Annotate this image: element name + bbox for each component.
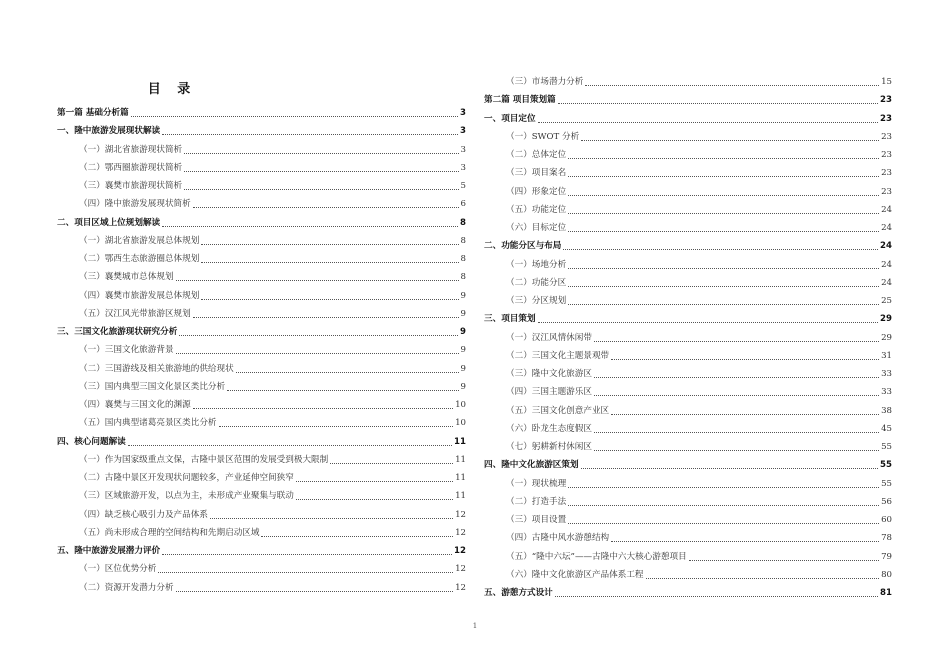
toc-entry-page: 24 [880, 241, 892, 252]
toc-subsection-entry[interactable] [484, 362, 892, 380]
toc-entry-page: 56 [881, 496, 892, 507]
toc-entry-title: （三）区域旅游开发，以点为主，未形成产业聚集与联动 [79, 491, 294, 502]
toc-entry-title: （一）作为国家级重点文保，古隆中景区范围的发展受到极大限制 [79, 454, 329, 465]
toc-entry-page: 23 [880, 95, 892, 106]
toc-subsection-entry[interactable] [57, 229, 466, 247]
dot-leader [184, 171, 458, 172]
toc-subsection-entry[interactable] [57, 503, 466, 521]
toc-entry-title: 第二篇 项目策划篇 [484, 95, 556, 106]
dot-leader [558, 103, 878, 104]
toc-entry-page: 81 [880, 588, 892, 598]
toc-entry-page: 29 [881, 332, 892, 343]
toc-entry-page: 55 [881, 442, 892, 452]
toc-entry-title: 二、功能分区与布局 [484, 241, 562, 252]
toc-entry-title: （二）鄂西生态旅游圈总体规划 [79, 254, 200, 264]
toc-entry-title: （六）目标定位 [506, 223, 567, 233]
toc-subsection-entry[interactable] [484, 490, 892, 508]
toc-section-entry[interactable] [484, 453, 892, 471]
toc-entry-title: （二）功能分区 [506, 277, 567, 288]
toc-entry-page: 33 [881, 387, 892, 398]
dot-leader [131, 116, 458, 117]
dot-leader [201, 299, 458, 300]
toc-subsection-entry[interactable] [57, 247, 466, 265]
toc-entry-title: 三、项目策划 [484, 314, 536, 325]
toc-entry-title: 五、游憩方式设计 [484, 588, 553, 598]
dot-leader [162, 226, 458, 227]
dot-leader [193, 408, 453, 409]
toc-subsection-entry[interactable] [484, 253, 892, 271]
toc-entry-page: 11 [454, 436, 466, 447]
dot-leader [162, 554, 452, 555]
toc-subsection-entry[interactable] [57, 138, 466, 156]
toc-entry-title: 三、三国文化旅游现状研究分析 [57, 327, 178, 337]
dot-leader [219, 426, 454, 427]
toc-entry-title: 二、项目区域上位规划解读 [57, 217, 161, 228]
toc-section-entry[interactable] [57, 119, 466, 137]
dot-leader [179, 335, 458, 336]
toc-subsection-entry[interactable] [484, 563, 892, 581]
toc-subsection-entry[interactable] [57, 576, 466, 594]
toc-entry-title: （五）汉江风光带旅游区规划 [79, 308, 191, 319]
toc-entry-title: 一、项目定位 [484, 113, 536, 124]
toc-entry-page: 23 [881, 186, 892, 197]
dot-leader [611, 541, 879, 542]
dot-leader [594, 395, 879, 396]
toc-title: 目 录 [147, 82, 197, 97]
toc-entry-title: （二）三国文化主题景观带 [506, 350, 610, 361]
toc-entry-title: 第一篇 基础分析篇 [57, 108, 129, 118]
toc-section-entry[interactable] [57, 320, 466, 338]
toc-subsection-entry[interactable] [484, 326, 892, 344]
toc-entry-page: 23 [881, 150, 892, 160]
toc-entry-title: （四）形象定位 [506, 186, 567, 197]
toc-subsection-entry[interactable] [484, 417, 892, 435]
toc-entry-page: 24 [881, 204, 892, 215]
toc-entry-page: 25 [881, 296, 892, 306]
dot-leader [184, 153, 458, 154]
dot-leader [201, 244, 458, 245]
dot-leader [201, 262, 458, 263]
toc-entry-page: 24 [881, 277, 892, 288]
toc-subsection-entry[interactable] [484, 472, 892, 490]
dot-leader [176, 353, 459, 354]
toc-subsection-entry[interactable] [484, 435, 892, 453]
toc-subsection-entry[interactable] [484, 271, 892, 289]
toc-entry-title: （五）功能定位 [506, 204, 567, 215]
toc-entry-page: 9 [460, 308, 466, 319]
toc-subsection-entry[interactable] [484, 198, 892, 216]
dot-leader [568, 158, 879, 159]
dot-leader [193, 317, 459, 318]
toc-entry-page: 79 [881, 551, 892, 562]
toc-subsection-entry[interactable] [57, 302, 466, 320]
toc-entry-page: 11 [455, 454, 466, 465]
toc-entry-page: 78 [881, 533, 892, 544]
toc-subsection-entry[interactable] [484, 380, 892, 398]
dot-leader [330, 463, 453, 464]
dot-leader [581, 468, 878, 469]
toc-entry-title: （四）隆中旅游发展现状简析 [79, 199, 191, 210]
dot-leader [176, 591, 454, 592]
toc-entry-title: （五）三国文化创意产业区 [506, 405, 610, 416]
toc-entry-title: （四）三国主题游乐区 [506, 387, 592, 398]
toc-entry-title: （二）资源开发潜力分析 [79, 582, 174, 593]
toc-section-entry[interactable] [484, 307, 892, 325]
dot-leader [568, 487, 879, 488]
toc-section-entry[interactable] [484, 107, 892, 125]
dot-leader [227, 390, 458, 391]
toc-entry-title: （四）古隆中风水游憩结构 [506, 533, 610, 544]
toc-subsection-entry[interactable] [57, 375, 466, 393]
toc-entry-title: （三）分区规划 [506, 296, 567, 306]
toc-entry-title: （三）隆中文化旅游区 [506, 369, 592, 379]
toc-entry-page: 60 [881, 515, 892, 525]
dot-leader [646, 578, 880, 579]
toc-entry-page: 31 [881, 350, 892, 361]
dot-leader [538, 322, 878, 323]
dot-leader [128, 445, 452, 446]
toc-section-entry[interactable] [57, 430, 466, 448]
toc-entry-page: 8 [460, 235, 466, 246]
dot-leader [568, 286, 879, 287]
toc-section-entry[interactable] [57, 539, 466, 557]
toc-subsection-entry[interactable] [57, 557, 466, 575]
toc-subsection-entry[interactable] [57, 466, 466, 484]
toc-entry-title: 四、核心问题解读 [57, 436, 126, 447]
toc-section-entry[interactable] [484, 234, 892, 252]
dot-leader [555, 596, 878, 597]
toc-entry-title: （一）区位优势分析 [79, 564, 157, 575]
toc-entry-title: （二）鄂西圈旅游现状简析 [79, 162, 183, 173]
toc-entry-page: 3 [460, 144, 466, 155]
toc-entry-page: 29 [880, 314, 892, 325]
toc-entry-title: （四）襄樊与三国文化的渊源 [79, 400, 191, 410]
dot-leader [568, 523, 879, 524]
toc-entry-title: （三）项目案名 [506, 168, 567, 179]
dot-leader [193, 207, 459, 208]
toc-subsection-entry[interactable] [57, 484, 466, 502]
toc-entry-title: （六）卧龙生态度假区 [506, 423, 592, 434]
toc-entry-title: （二）打造手法 [506, 496, 567, 507]
toc-entry-page: 3 [460, 162, 466, 173]
toc-entry-title: （五）“隆中六坛”——古隆中六大核心游憩项目 [506, 551, 687, 562]
toc-subsection-entry[interactable] [57, 338, 466, 356]
toc-entry-page: 33 [881, 369, 892, 379]
dot-leader [594, 450, 879, 451]
toc-subsection-entry[interactable] [484, 70, 892, 88]
toc-subsection-entry[interactable] [484, 508, 892, 526]
dot-leader [568, 304, 879, 305]
toc-entry-page: 45 [881, 423, 892, 434]
toc-entry-page: 9 [460, 363, 466, 374]
toc-subsection-entry[interactable] [484, 143, 892, 161]
toc-entry-page: 12 [455, 564, 466, 575]
dot-leader [296, 481, 453, 482]
dot-leader [689, 560, 879, 561]
toc-section-entry[interactable] [57, 211, 466, 229]
toc-entry-page: 12 [455, 527, 466, 538]
dot-leader [210, 518, 453, 519]
toc-entry-page: 55 [880, 460, 892, 471]
dot-leader [611, 414, 879, 415]
toc-entry-page: 23 [881, 168, 892, 179]
dot-leader [538, 122, 878, 123]
toc-entry-title: （三）襄樊市旅游现状简析 [79, 181, 183, 191]
toc-entry-page: 24 [881, 223, 892, 233]
toc-entry-page: 11 [455, 473, 466, 483]
toc-entry-page: 15 [881, 77, 892, 87]
toc-entry-page: 23 [880, 113, 892, 124]
toc-subsection-entry[interactable] [484, 545, 892, 563]
dot-leader [568, 195, 879, 196]
toc-entry-page: 55 [881, 478, 892, 489]
dot-leader [594, 377, 879, 378]
toc-entry-title: （二）三国游线及相关旅游地的供给现状 [79, 363, 234, 374]
toc-subsection-entry[interactable] [57, 448, 466, 466]
dot-leader [162, 134, 458, 135]
toc-subsection-entry[interactable] [484, 399, 892, 417]
toc-entry-title: （一）现状梳理 [506, 478, 567, 489]
dot-leader [176, 280, 459, 281]
dot-leader [261, 536, 453, 537]
toc-entry-title: （一）三国文化旅游背景 [79, 345, 174, 356]
toc-entry-page: 80 [881, 569, 892, 580]
toc-subsection-entry[interactable] [57, 284, 466, 302]
toc-entry-title: （一）汉江风情休闲带 [506, 332, 592, 343]
toc-entry-title: （七）躬耕新村休闲区 [506, 442, 592, 452]
toc-subsection-entry[interactable] [484, 161, 892, 179]
dot-leader [563, 249, 878, 250]
dot-leader [184, 189, 458, 190]
toc-entry-title: （三）国内典型三国文化景区类比分析 [79, 381, 226, 392]
toc-entry-page: 3 [460, 126, 466, 137]
toc-subsection-entry[interactable] [484, 344, 892, 362]
toc-entry-page: 38 [881, 405, 892, 416]
toc-entry-title: （一）SWOT 分析 [506, 131, 580, 142]
toc-entry-page: 9 [460, 327, 466, 337]
toc-entry-page: 5 [460, 181, 466, 191]
toc-entry-page: 3 [460, 108, 466, 118]
toc-subsection-entry[interactable] [57, 174, 466, 192]
toc-subsection-entry[interactable] [484, 180, 892, 198]
toc-entry-title: （二）古隆中景区开发现状问题较多，产业延伸空间狭窄 [79, 473, 294, 483]
toc-entry-page: 11 [455, 491, 466, 502]
page-number: 1 [472, 622, 478, 630]
dot-leader [568, 176, 879, 177]
dot-leader [568, 505, 879, 506]
toc-entry-title: （六）隆中文化旅游区产品体系工程 [506, 569, 644, 580]
toc-entry-title: （二）总体定位 [506, 150, 567, 160]
dot-leader [236, 372, 459, 373]
dot-leader [568, 231, 879, 232]
toc-subsection-entry[interactable] [484, 526, 892, 544]
toc-section-entry[interactable] [484, 581, 892, 599]
toc-subsection-entry[interactable] [57, 265, 466, 283]
toc-entry-title: 一、隆中旅游发展现状解读 [57, 126, 161, 137]
toc-entry-title: （三）襄樊城市总体规划 [79, 272, 174, 283]
toc-subsection-entry[interactable] [57, 357, 466, 375]
toc-entry-page: 9 [460, 290, 466, 301]
dot-leader [611, 359, 879, 360]
toc-entry-page: 12 [455, 509, 466, 520]
toc-subsection-entry[interactable] [484, 289, 892, 307]
toc-subsection-entry[interactable] [57, 156, 466, 174]
toc-subsection-entry[interactable] [57, 192, 466, 210]
toc-section-entry[interactable] [484, 88, 892, 106]
toc-subsection-entry[interactable] [57, 393, 466, 411]
toc-entry-title: （四）缺乏核心吸引力及产品体系 [79, 509, 208, 520]
dot-leader [158, 572, 453, 573]
toc-entry-page: 12 [454, 546, 466, 556]
toc-entry-page: 10 [455, 418, 466, 429]
toc-entry-page: 24 [881, 259, 892, 270]
toc-entry-title: 五、隆中旅游发展潜力评价 [57, 546, 161, 556]
toc-entry-title: （三）项目设置 [506, 515, 567, 525]
dot-leader [568, 213, 879, 214]
dot-leader [594, 341, 879, 342]
toc-subsection-entry[interactable] [57, 521, 466, 539]
dot-leader [581, 140, 879, 141]
toc-entry-page: 12 [455, 582, 466, 593]
toc-entry-title: （一）湖北省旅游发展总体规划 [79, 235, 200, 246]
toc-entry-page: 8 [460, 254, 466, 264]
toc-entry-title: 四、隆中文化旅游区策划 [484, 460, 579, 471]
toc-section-entry[interactable] [57, 101, 466, 119]
toc-entry-title: （一）场地分析 [506, 259, 567, 270]
toc-entry-title: （四）襄樊市旅游发展总体规划 [79, 290, 200, 301]
toc-entry-page: 6 [460, 199, 466, 210]
toc-entry-page: 9 [460, 381, 466, 392]
toc-entry-page: 8 [460, 217, 466, 228]
dot-leader [585, 85, 879, 86]
toc-subsection-entry[interactable] [484, 216, 892, 234]
toc-entry-page: 8 [460, 272, 466, 283]
toc-entry-title: （一）湖北省旅游现状简析 [79, 144, 183, 155]
toc-entry-title: （五）国内典型诸葛亮景区类比分析 [79, 418, 217, 429]
toc-entry-title: （五）尚未形成合理的空间结构和先期启动区域 [79, 527, 260, 538]
toc-subsection-entry[interactable] [57, 411, 466, 429]
toc-entry-page: 10 [455, 400, 466, 410]
toc-subsection-entry[interactable] [484, 125, 892, 143]
toc-entry-page: 23 [881, 131, 892, 142]
toc-entry-page: 9 [460, 345, 466, 356]
toc-entry-title: （三）市场潜力分析 [506, 77, 584, 87]
dot-leader [296, 499, 453, 500]
dot-leader [568, 268, 879, 269]
dot-leader [594, 432, 879, 433]
